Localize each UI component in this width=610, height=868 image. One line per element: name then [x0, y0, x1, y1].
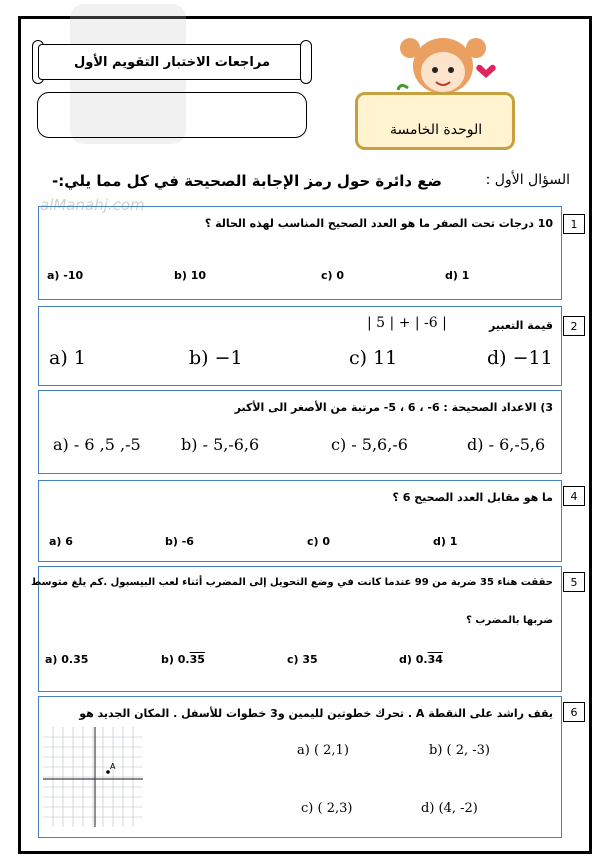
point-a-label: A: [110, 762, 116, 771]
question-text: 3) الاعداد الصحيحة : 6- ، 6 ، 5- مرتبة من الأصغر الى الأكبر: [234, 401, 553, 414]
option-b[interactable]: b) ( 2, -3): [429, 743, 491, 758]
unit-label: الوحدة الخامسة: [390, 122, 483, 138]
option-b-repeat: 35: [189, 653, 205, 666]
coordinate-grid: [43, 727, 143, 827]
option-a[interactable]: a) -10: [47, 269, 84, 282]
option-d[interactable]: [399, 653, 443, 666]
question-6: [38, 696, 562, 838]
option-d[interactable]: d) 1: [433, 535, 458, 548]
girl-illustration: [388, 30, 498, 100]
scroll-curl-right: [300, 40, 312, 84]
question-text: يقف راشد على النقطة A . تحرك خطوتين لليمين و3 خطوات للأسفل . المكان الجديد هو: [79, 707, 553, 720]
option-b[interactable]: [161, 653, 205, 666]
question-5: [30, 566, 562, 692]
question-number-6: 6: [563, 702, 585, 722]
question-text: 10 درجات تحت الصفر ما هو العدد الصحيح المناسب لهذه الحالة ؟: [204, 217, 553, 230]
question-number-4: 4: [563, 486, 585, 506]
question-number-5: 5: [563, 572, 585, 592]
question-text-line-2: ضربها بالمضرب ؟: [466, 615, 553, 626]
option-b[interactable]: b) - 5,-6,6: [181, 435, 260, 454]
option-b[interactable]: b) −1: [189, 347, 243, 369]
instruction-text: ضع دائرة حول رمز الإجابة الصحيحة في كل مما يلي:-: [52, 172, 442, 190]
option-c[interactable]: c) - 5,6,-6: [331, 435, 408, 454]
question-4: [38, 480, 562, 562]
question-1: [38, 206, 562, 300]
option-d[interactable]: d) 1: [445, 269, 470, 282]
option-d-prefix: d) 0.: [399, 653, 428, 666]
watermark-text: alManahj.com: [40, 196, 145, 214]
option-c[interactable]: c) 11: [349, 347, 398, 369]
option-a-text: a) 0.35: [45, 653, 89, 666]
abs-expression: | 5 | + | -6 |: [367, 315, 447, 331]
option-a[interactable]: a) 1: [49, 347, 86, 369]
question-number-1: 1: [563, 214, 585, 234]
option-c[interactable]: [287, 653, 318, 666]
option-b[interactable]: b) 10: [174, 269, 207, 282]
option-d[interactable]: d) - 6,-5,6: [467, 435, 546, 454]
question-text-line-1: حققت هناء 35 ضربة من 99 عندما كانت في وضع التحويل إلى المضرب أثناء لعب البيسبول .كم يلغ متوسط: [30, 577, 553, 588]
question-2: [38, 306, 562, 386]
option-c[interactable]: c) ( 2,3): [301, 801, 353, 816]
question-text: ما هو مقابل العدد الصحيح 6 ؟: [392, 491, 553, 504]
option-a[interactable]: [45, 653, 88, 666]
question-text: قيمة التعبير: [489, 319, 553, 332]
option-a[interactable]: a) - 6 ,5 ,-5: [53, 435, 141, 454]
option-d[interactable]: d) (4, -2): [421, 801, 478, 816]
option-a[interactable]: a) 6: [49, 535, 73, 548]
section-title: [30, 172, 570, 196]
option-c[interactable]: c) 0: [321, 269, 345, 282]
question-label: السؤال الأول :: [485, 172, 570, 188]
question-3: [38, 390, 562, 474]
option-d[interactable]: d) −11: [487, 347, 553, 369]
unit-frame: [355, 92, 515, 150]
header-banner: [32, 40, 310, 86]
option-a[interactable]: a) ( 2,1): [297, 743, 349, 758]
option-b-prefix: b) 0.: [161, 653, 190, 666]
option-b[interactable]: b) -6: [165, 535, 194, 548]
question-number-2: 2: [563, 316, 585, 336]
option-c[interactable]: c) 0: [307, 535, 331, 548]
option-c-text: c) 35: [287, 653, 318, 666]
name-box: [37, 92, 307, 138]
option-d-repeat: 34: [427, 653, 443, 666]
banner-title: مراجعات الاختبار التقويم الأول: [38, 44, 306, 80]
